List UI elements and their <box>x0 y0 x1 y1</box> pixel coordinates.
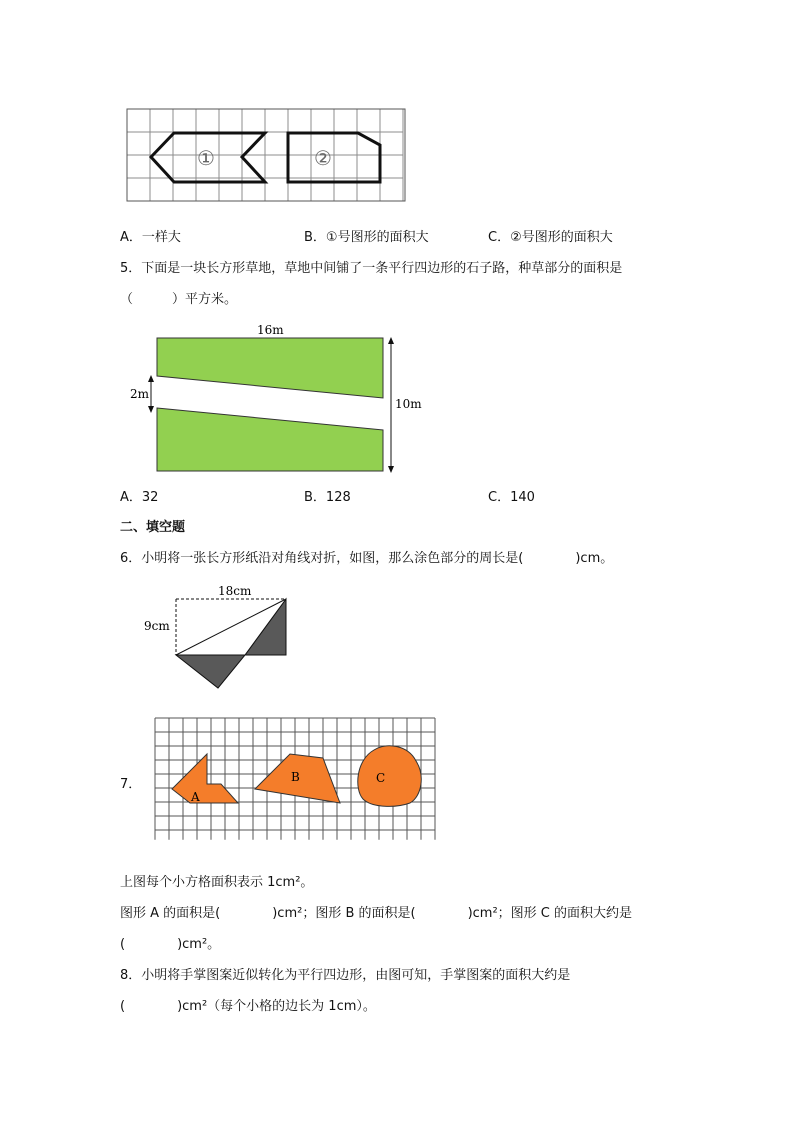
q4-shape-2-label: ② <box>314 146 332 170</box>
q7-question-line1: 图形 A 的面积是( )cm²；图形 B 的面积是( )cm²；图形 C 的面积大约是 <box>120 906 633 921</box>
q8-question-line2: ( )cm²（每个小格的边长为 1cm）。 <box>120 999 376 1014</box>
q6-top-label: 18cm <box>218 584 252 598</box>
q5-option-b[interactable]: B．128 <box>304 490 351 505</box>
q5-grass-bottom <box>157 408 383 471</box>
q7-number: 7． <box>120 777 142 792</box>
q7-label-a: A <box>191 790 200 804</box>
q5-option-c[interactable]: C．140 <box>488 490 535 505</box>
q7-question-line2: ( )cm²。 <box>120 937 221 952</box>
q5-question-line1: 5．下面是一块长方形草地，草地中间铺了一条平行四边形的石子路，种草部分的面积是 <box>120 261 623 276</box>
q5-right-label: 10m <box>395 397 422 411</box>
q7-shape-c <box>358 746 421 807</box>
q4-shape-1-label: ① <box>197 146 215 170</box>
q4-option-c[interactable]: C．②号图形的面积大 <box>488 230 613 245</box>
section-title: 二、填空题 <box>120 520 186 535</box>
q5-left-label: 2m <box>130 387 150 401</box>
q5-question-line2: （ ）平方米。 <box>120 292 238 307</box>
q6-left-label: 9cm <box>144 619 170 633</box>
q7-label-c: C <box>376 771 386 785</box>
q7-grid-figure <box>154 717 440 841</box>
q6-figure <box>140 582 300 692</box>
q7-shape-a <box>172 754 238 803</box>
q5-grass-top <box>157 338 383 398</box>
q8-question-line1: 8．小明将手掌图案近似转化为平行四边形，由图可知，手掌图案的面积大约是 <box>120 968 571 983</box>
q6-question: 6．小明将一张长方形纸沿对角线对折，如图，那么涂色部分的周长是( )cm。 <box>120 551 614 566</box>
q5-top-label: 16m <box>257 323 284 337</box>
q5-option-a[interactable]: A．32 <box>120 490 159 505</box>
q4-grid-figure <box>120 104 415 202</box>
q4-option-a[interactable]: A．一样大 <box>120 230 181 245</box>
q4-option-b[interactable]: B．①号图形的面积大 <box>304 230 429 245</box>
q4-grid-lines <box>127 109 403 201</box>
q7-label-b: B <box>291 770 300 784</box>
q6-shaded-bottom <box>176 655 245 688</box>
q5-figure <box>124 318 434 478</box>
q7-note: 上图每个小方格面积表示 1cm²。 <box>120 875 314 890</box>
